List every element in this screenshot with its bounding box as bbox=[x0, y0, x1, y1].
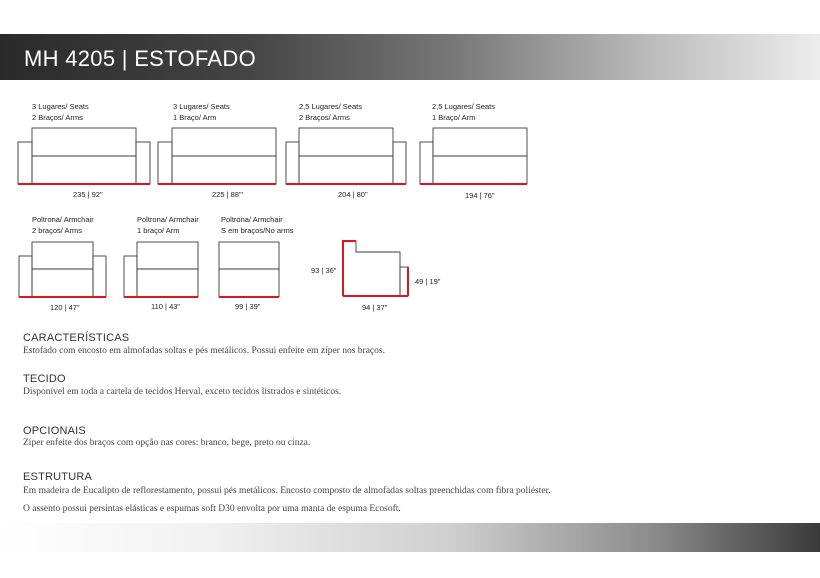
dimension-label: 194 | 76" bbox=[465, 191, 495, 200]
sofa-2-5-seats-1-arm-drawing bbox=[420, 128, 527, 184]
model-label-line2: 2 braços/ Arms bbox=[32, 226, 83, 235]
side-seat-height-label: 49 | 19" bbox=[415, 277, 441, 286]
section-title-opcionais: OPCIONAIS bbox=[23, 425, 86, 437]
section-text-estrutura-1: Em madeira de Eucalipto de reflorestamento, possui pés metálicos. Encosto composto de almofadas soltas preenchidas com fibra poliéster. bbox=[23, 486, 551, 496]
section-text-estrutura-2: O assento possui persintas elásticas e espumas soft D30 envolta por uma manta de espuma Ecosoft. bbox=[23, 504, 401, 514]
side-depth-label: 94 | 37" bbox=[362, 303, 388, 312]
armchair-1-arm-drawing bbox=[124, 242, 198, 297]
sofa-3-seats-2-arms-drawing bbox=[18, 128, 150, 184]
height-marker bbox=[343, 241, 356, 296]
model-label-line1: Poltrona/ Armchair bbox=[137, 215, 199, 224]
sofa-2-5-seats-2-arms-drawing bbox=[286, 128, 406, 184]
model-label-line2: 1 braço/ Arm bbox=[137, 226, 180, 235]
section-title-estrutura: ESTRUTURA bbox=[23, 471, 93, 483]
model-label-line2: 1 Braço/ Arm bbox=[173, 113, 217, 122]
model-label-line1: 3 Lugares/ Seats bbox=[173, 102, 230, 111]
model-label-line1: Poltrona/ Armchair bbox=[32, 215, 94, 224]
model-label-line2: 2 Braços/ Arms bbox=[32, 113, 83, 122]
model-label-line1: 3 Lugares/ Seats bbox=[32, 102, 89, 111]
footer-band bbox=[0, 523, 820, 552]
section-text-caracteristicas: Estofado com encosto em almofadas soltas e pés metálicos. Possui enfeite em zíper nos braços. bbox=[23, 346, 385, 356]
model-label-line2: S em braços/No arms bbox=[221, 226, 294, 235]
section-text-opcionais: Zíper enfeite dos braços com opção nas cores: branco, bege, preto ou cinza. bbox=[23, 438, 311, 448]
armchair-2-arms-drawing bbox=[19, 242, 106, 297]
section-text-tecido: Disponível em toda a cartela de tecidos Herval, exceto tecidos listrados e sintéticos. bbox=[23, 387, 342, 397]
model-label-line1: 2,5 Lugares/ Seats bbox=[432, 102, 495, 111]
side-height-label: 93 | 36" bbox=[311, 266, 337, 275]
model-label-line2: 1 Braço/ Arm bbox=[432, 113, 476, 122]
section-title-tecido: TECIDO bbox=[23, 373, 66, 385]
dimension-label: 204 | 80" bbox=[338, 190, 368, 199]
dimension-label: 120 | 47" bbox=[50, 303, 80, 312]
page-title: MH 4205 | ESTOFADO bbox=[24, 46, 257, 71]
section-title-caracteristicas: CARACTERÍSTICAS bbox=[23, 332, 130, 344]
sofa-3-seats-1-arm-drawing bbox=[158, 128, 276, 184]
dimension-label: 99 | 39" bbox=[235, 302, 261, 311]
dimension-label: 110 | 43" bbox=[151, 302, 181, 311]
model-label-line1: Poltrona/ Armchair bbox=[221, 215, 283, 224]
side-view-drawing bbox=[343, 241, 408, 296]
model-label-line2: 2 Braços/ Arms bbox=[299, 113, 350, 122]
dimension-label: 225 | 88"' bbox=[212, 190, 244, 199]
dimension-label: 235 | 92" bbox=[73, 190, 103, 199]
model-label-line1: 2,5 Lugares/ Seats bbox=[299, 102, 362, 111]
armchair-no-arms-drawing bbox=[219, 242, 279, 297]
